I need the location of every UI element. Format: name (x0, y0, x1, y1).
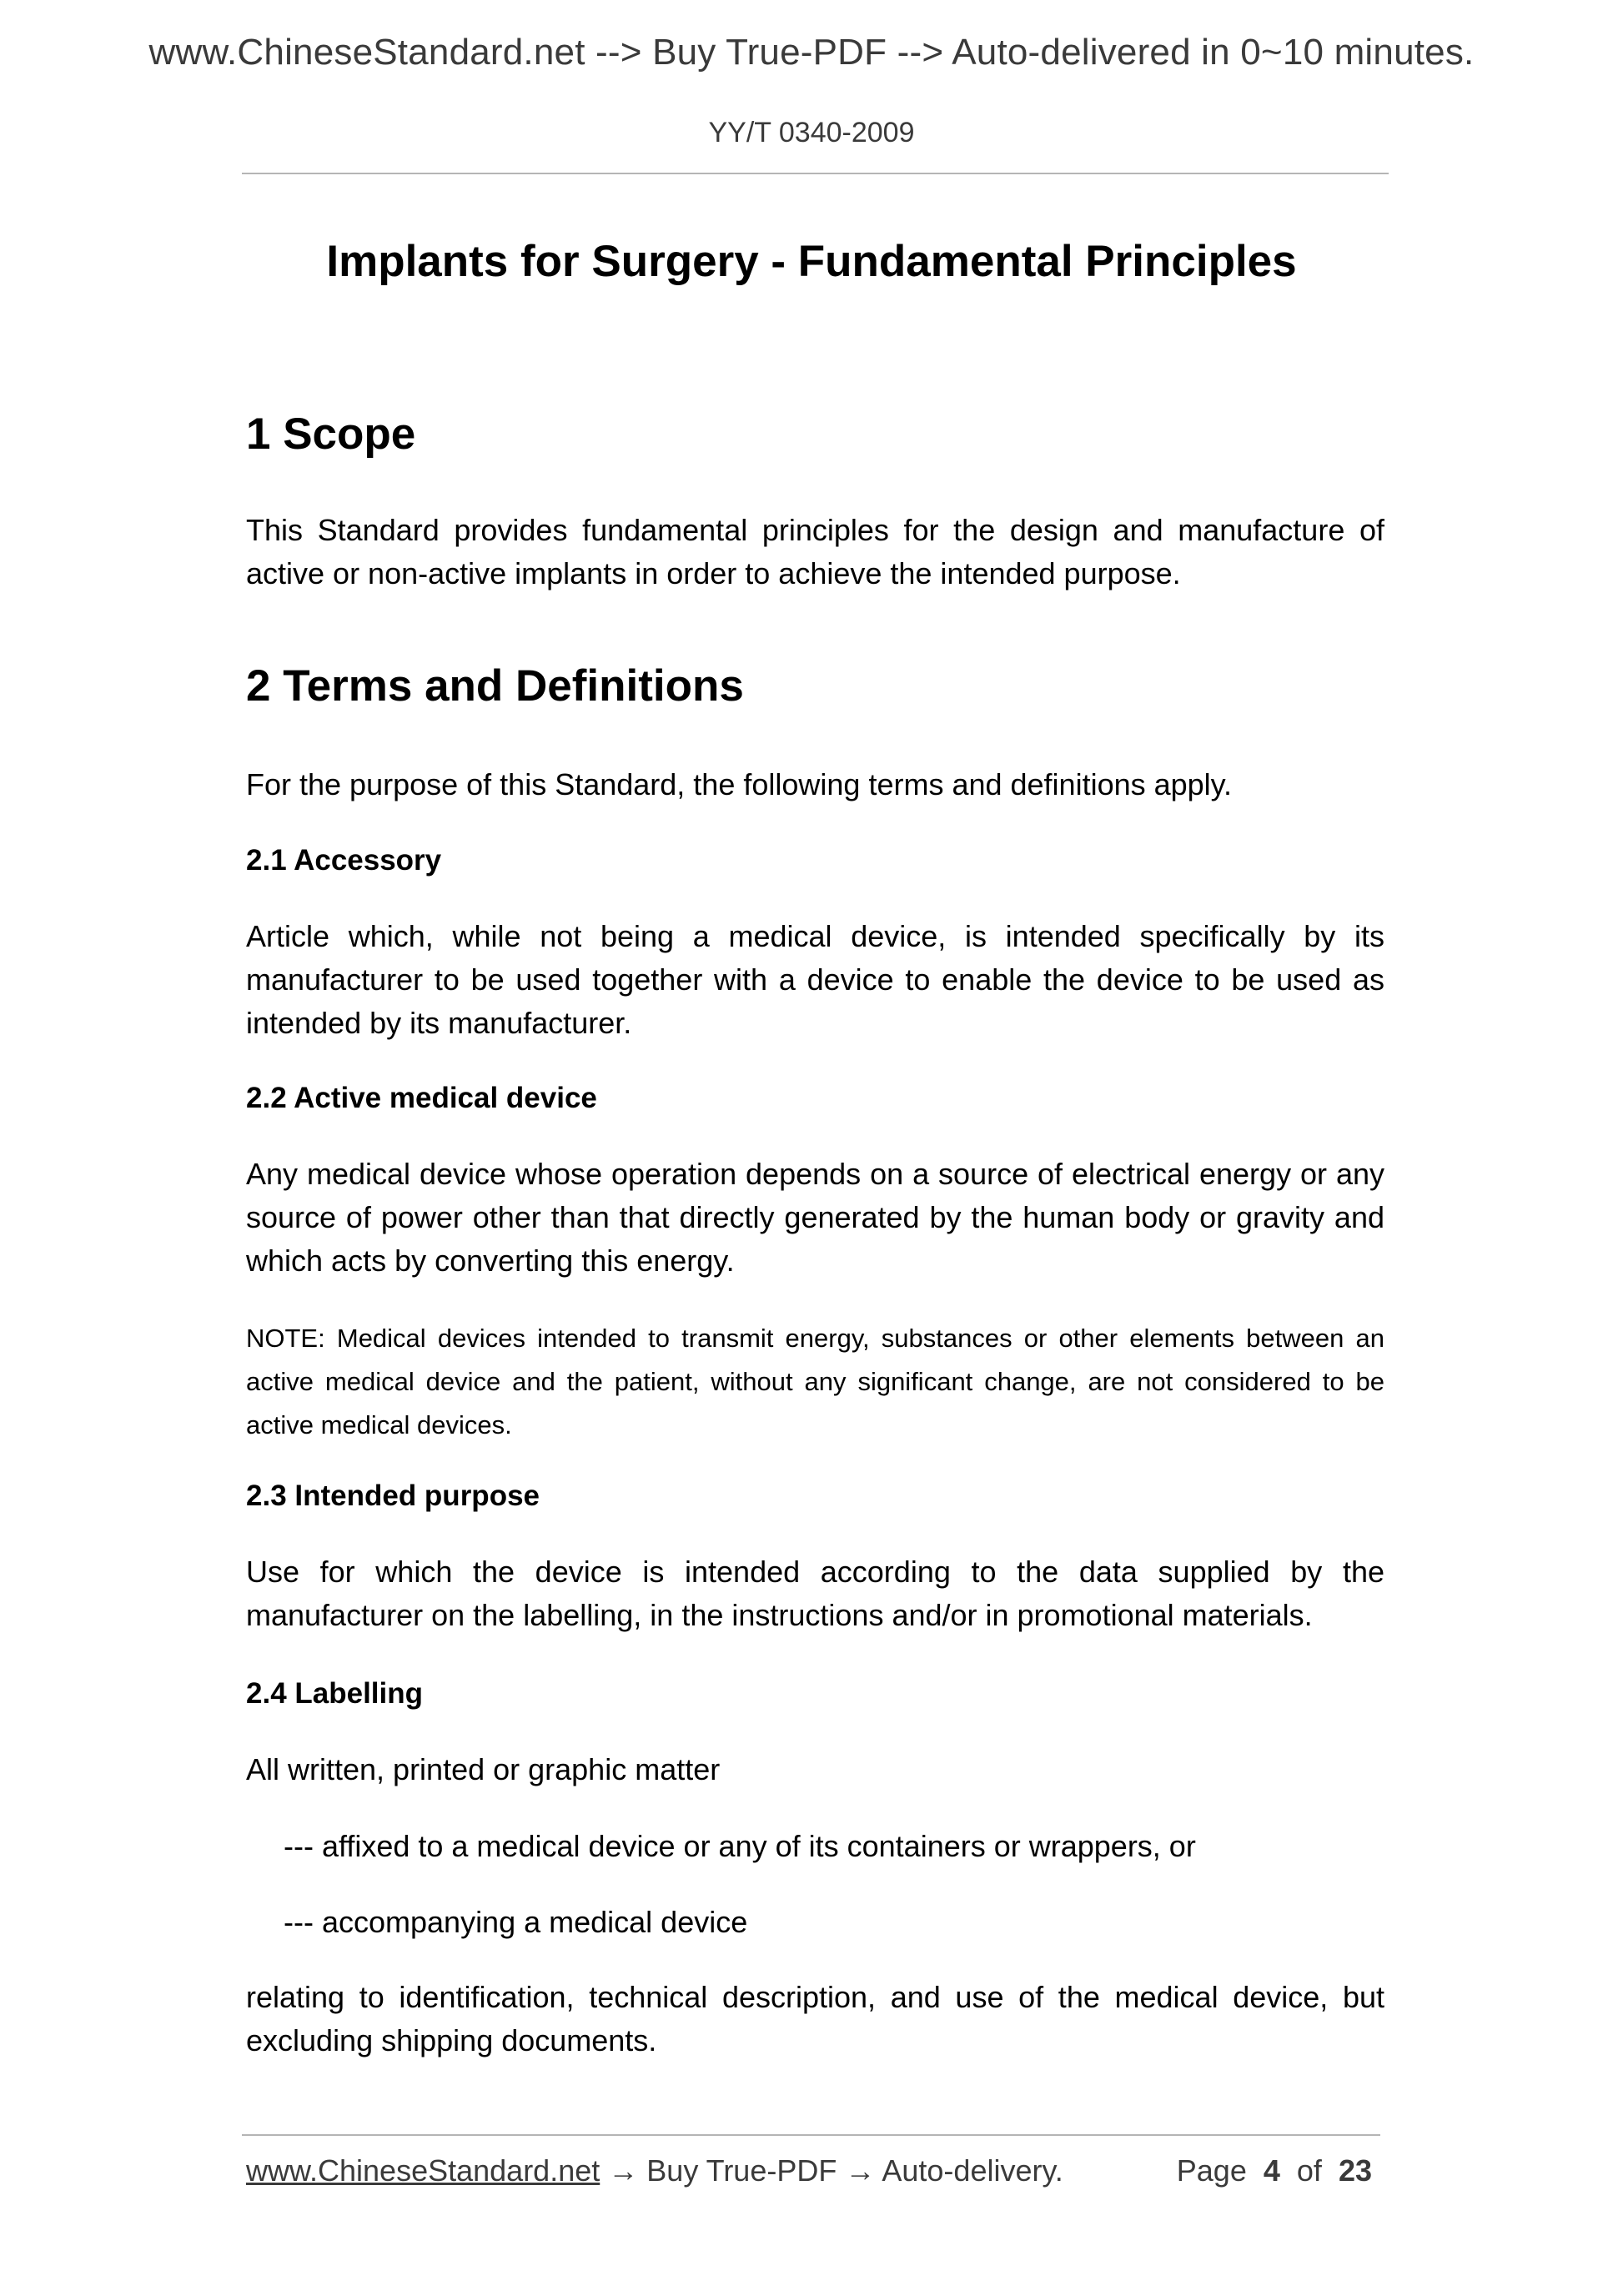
term-definition-intended-purpose: Use for which the device is intended according to the data supplied by the manufacturer on the labelling, in the instructions and/or in promotional materials. (246, 1555, 1384, 1632)
footer-auto-text: Auto-delivery. (882, 2153, 1063, 2188)
top-banner: www.ChineseStandard.net --> Buy True-PDF --> Auto-delivered in 0~10 minutes. (148, 32, 1475, 73)
footer-site-link[interactable]: www.ChineseStandard.net (246, 2153, 600, 2188)
terms-intro: For the purpose of this Standard, the following terms and definitions apply. (246, 767, 1233, 801)
current-page: 4 (1263, 2153, 1280, 2188)
scope-paragraph: This Standard provides fundamental principles for the design and manufacture of active or non-active implants in order to achieve the intended purpose. (246, 513, 1384, 590)
term-heading-active-device: 2.2 Active medical device (246, 1082, 597, 1114)
arrow-right-icon: → (608, 2153, 639, 2188)
term-heading-intended-purpose: 2.3 Intended purpose (246, 1480, 540, 1512)
term-heading-accessory: 2.1 Accessory (246, 844, 442, 877)
standard-code: YY/T 0340-2009 (708, 117, 915, 148)
footer-promo (246, 2153, 1063, 2188)
header-divider (242, 173, 1389, 174)
labelling-list-item: --- accompanying a medical device (284, 1905, 748, 1939)
term-note-active-device: NOTE: Medical devices intended to transmit energy, substances or other elements between an active medical device and the patient, without any significant change, are not considered to be active medical devices. (246, 1324, 1384, 1439)
document-title: Implants for Surgery - Fundamental Principles (326, 237, 1297, 286)
term-heading-labelling: 2.4 Labelling (246, 1677, 423, 1710)
labelling-closing-paragraph: relating to identification, technical description, and use of the medical device, but excluding shipping documents. (246, 1980, 1384, 2057)
term-definition-active-device: Any medical device whose operation depends on a source of electrical energy or any source of power other than that directly generated by the human body or gravity and which acts by converting this energy. (246, 1157, 1384, 1278)
page-number (1177, 2153, 1372, 2188)
labelling-list-item: --- affixed to a medical device or any of its containers or wrappers, or (284, 1829, 1196, 1863)
page-label: Page (1176, 2153, 1247, 2188)
footer-buy-text: Buy True-PDF (646, 2153, 837, 2188)
total-pages: 23 (1338, 2153, 1372, 2188)
section-heading-scope: 1 Scope (246, 409, 416, 459)
section-heading-terms: 2 Terms and Definitions (246, 661, 744, 711)
of-label: of (1296, 2153, 1322, 2188)
footer-divider (242, 2134, 1380, 2136)
arrow-right-icon: → (845, 2153, 876, 2188)
term-definition-labelling: All written, printed or graphic matter (246, 1752, 721, 1786)
term-definition-accessory: Article which, while not being a medical device, is intended specifically by its manufacturer to be used together with a device to enable the device to be used as intended by its manufacturer. (246, 919, 1384, 1040)
